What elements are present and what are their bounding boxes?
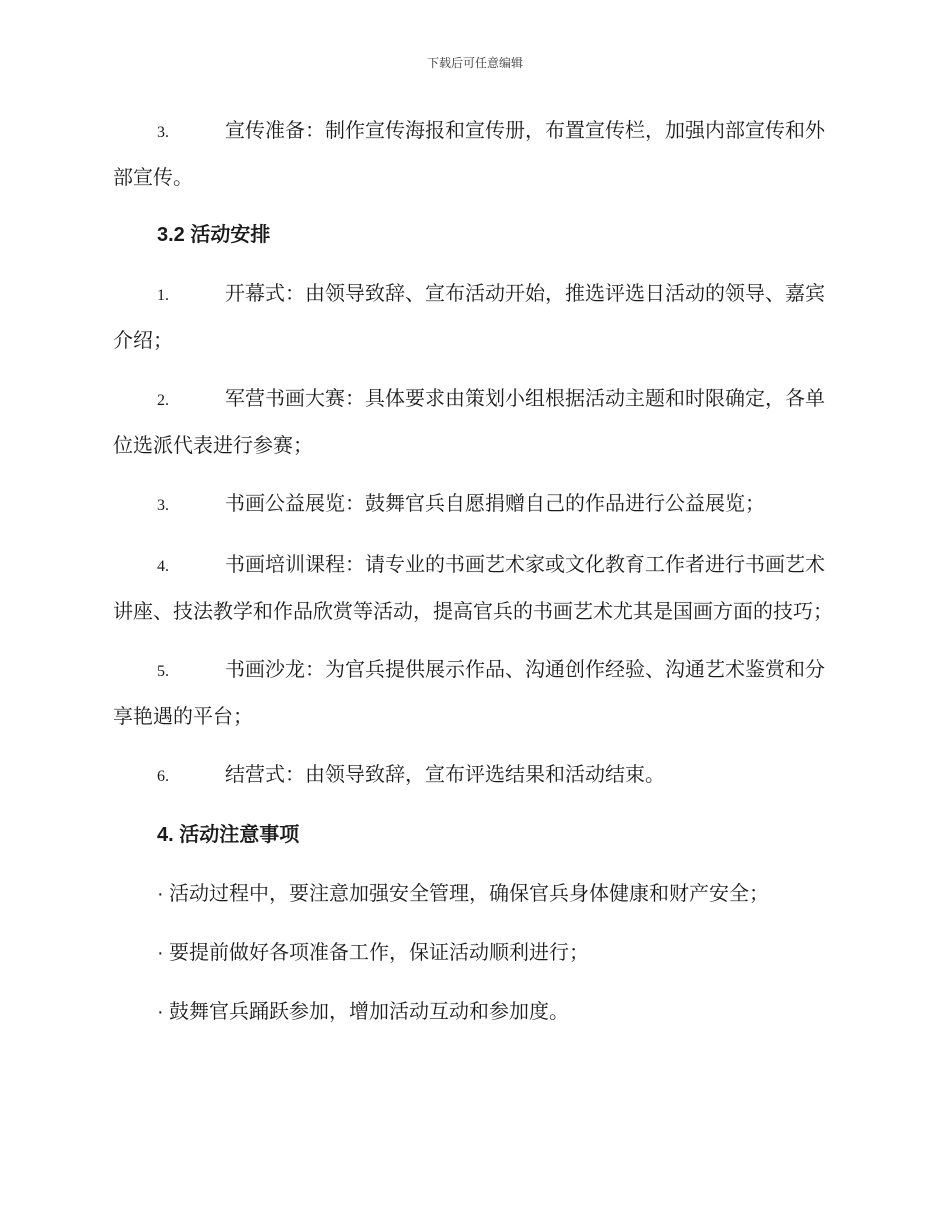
bullet-text: 鼓舞官兵踊跃参加，增加活动互动和参加度。 — [169, 999, 569, 1023]
item-number: 3. — [157, 124, 169, 141]
item-text: 开幕式：由领导致辞、宣布活动开始，推选评选日活动的领导、嘉宾介绍； — [113, 281, 825, 352]
item-number: 4. — [157, 558, 169, 575]
item-number: 5. — [157, 663, 169, 680]
bullet-text: 活动过程中，要注意加强安全管理，确保官兵身体健康和财产安全； — [169, 881, 769, 905]
item-number: 2. — [157, 392, 169, 409]
item-number: 3. — [157, 497, 169, 514]
item-text: 军营书画大赛：具体要求由策划小组根据活动主题和时限确定，各单位选派代表进行参赛； — [113, 386, 825, 457]
list-item — [113, 481, 837, 528]
prep-item — [113, 108, 837, 199]
list-item — [113, 752, 837, 799]
item-text: 宣传准备：制作宣传海报和宣传册，布置宣传栏，加强内部宣传和外部宣传。 — [113, 118, 825, 189]
item-number: 6. — [157, 768, 169, 785]
list-item — [113, 647, 837, 738]
list-item — [113, 376, 837, 467]
bullet-dot: · — [157, 942, 164, 964]
bullet-dot: · — [157, 883, 164, 905]
list-item — [113, 271, 837, 362]
list-item — [113, 542, 837, 633]
bullet-item — [157, 989, 837, 1034]
item-text: 书画沙龙：为官兵提供展示作品、沟通创作经验、沟通艺术鉴赏和分享艳遇的平台； — [113, 657, 825, 728]
page-header: 下载后可任意编辑 — [426, 56, 523, 70]
item-number: 1. — [157, 287, 169, 304]
section-heading: 4. 活动注意事项 — [157, 824, 300, 846]
item-text: 书画公益展览：鼓舞官兵自愿捐赠自己的作品进行公益展览； — [225, 491, 765, 515]
item-text: 书画培训课程：请专业的书画艺术家或文化教育工作者进行书画艺术讲座、技法教学和作品欣赏等活动，提高官兵的书画艺术尤其是国画方面的技巧； — [113, 552, 833, 623]
item-text: 结营式：由领导致辞，宣布评选结果和活动结束。 — [225, 762, 665, 786]
bullet-item — [157, 871, 837, 916]
bullet-dot: · — [157, 1001, 164, 1023]
bullet-text: 要提前做好各项准备工作，保证活动顺利进行； — [169, 940, 589, 964]
section-heading: 3.2 活动安排 — [157, 224, 271, 246]
bullet-item — [157, 930, 837, 975]
document-body — [113, 108, 837, 1048]
